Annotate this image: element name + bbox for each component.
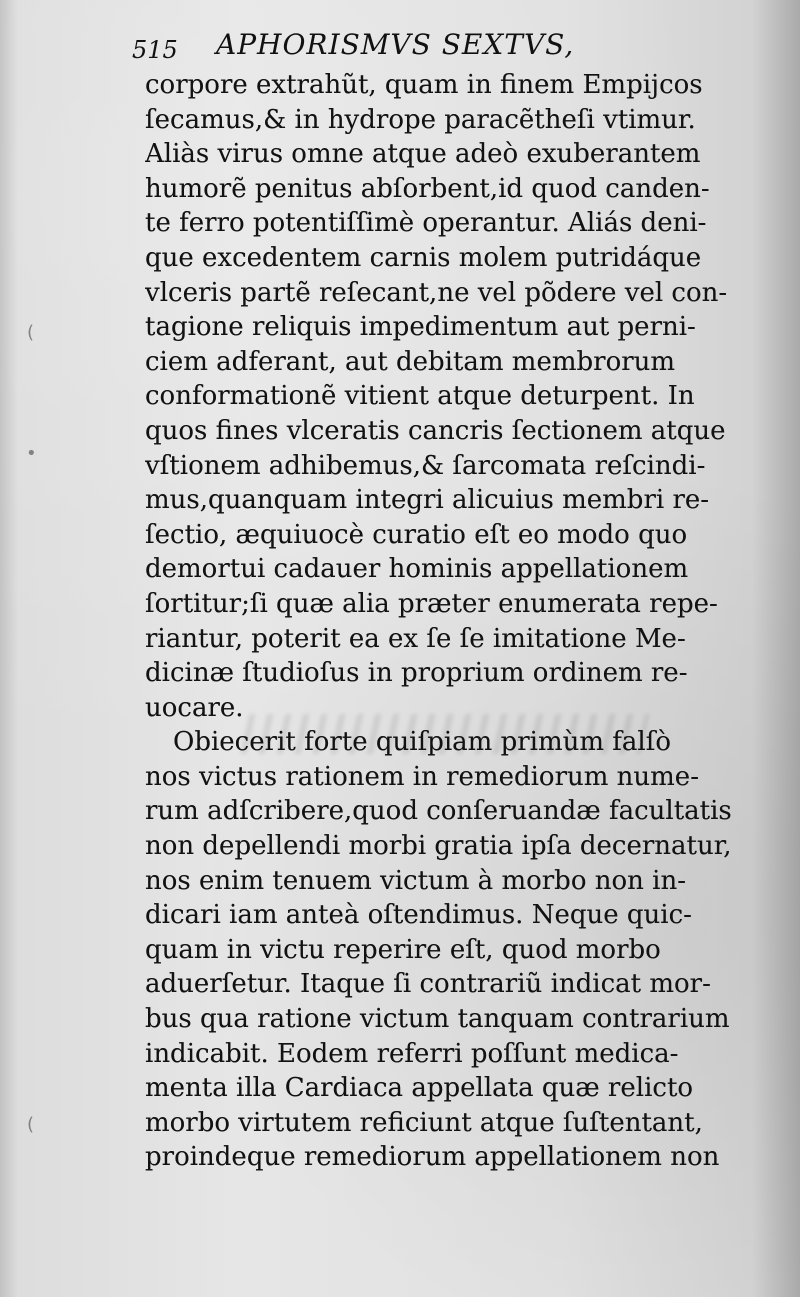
text-line: mus,quanquam integri alicuius membri re- (145, 485, 710, 516)
text-line: aduerſetur. Itaque ſi contrariũ indicat mor- (145, 969, 711, 1000)
text-line: nos enim tenuem victum à morbo non in- (145, 865, 686, 896)
text-line: bus qua ratione victum tanquam contrarium (145, 1004, 730, 1035)
text-line: demortui cadauer hominis appellationem (145, 554, 689, 585)
right-page-shadow (752, 0, 800, 1297)
text-line: dicinæ ſtudioſus in proprium ordinem re- (145, 658, 688, 689)
text-line: vlceris partẽ reſecant,ne vel põdere vel con- (145, 277, 728, 308)
text-line: humorẽ penitus abſorbent,id quod canden- (145, 173, 710, 204)
text-line: tagione reliquis impedimentum aut perni- (145, 312, 696, 343)
margin-bracket-mark: ( (27, 322, 35, 343)
text-line: Aliàs virus omne atque adeò exuberantem (145, 139, 701, 170)
margin-bracket-mark: ( (27, 1114, 35, 1135)
body-text (145, 68, 735, 1175)
text-line: corpore extrahũt, quam in finem Empijcos (145, 70, 703, 100)
page-header (128, 20, 688, 72)
text-line: rum adſcribere,quod conſeruandæ facultatis (145, 796, 732, 827)
text-line: menta illa Cardiaca appellata quæ relicto (145, 1073, 694, 1104)
margin-dot-mark: • (26, 443, 37, 464)
text-line: quos fines vlceratis cancris ſectionem atque (145, 415, 726, 446)
text-line: ſortitur;ſi quæ alia præter enumerata repe- (145, 588, 718, 619)
text-line: vſtionem adhibemus,& ſarcomata reſcindi- (145, 450, 706, 481)
text-line: riantur, poterit ea ex ſe ſe imitatione Me- (145, 623, 686, 654)
text-line: ſecamus,& in hydrope paracẽtheſi vtimur. (145, 104, 696, 135)
text-line: ſectio, æquiuocè curatio eſt eo modo quo (145, 519, 688, 550)
page-number: 515 (132, 36, 178, 64)
running-title: APHORISMVS SEXTVS, (216, 28, 575, 61)
text-line: non depellendi morbi gratia ipſa decernatur, (145, 831, 732, 862)
text-line: ciem adferant, aut debitam membrorum (145, 346, 676, 377)
text-line: nos victus rationem in remediorum nume- (145, 761, 699, 792)
text-line: proindeque remediorum appellationem non (145, 1142, 720, 1173)
text-line: uocare. (145, 692, 244, 723)
text-line: Obiecerit forte quiſpiam primùm falſò (173, 727, 671, 758)
text-line: que excedentem carnis molem putridáque (145, 242, 702, 273)
text-line: dicari iam anteà oſtendimus. Neque quic- (145, 900, 692, 931)
text-line: quam in victu reperire eſt, quod morbo (145, 934, 661, 965)
text-line: te ferro potentiſſimè operantur. Aliás deni- (145, 208, 707, 239)
text-line: conformationẽ vitient atque deturpent. In (145, 381, 695, 412)
text-line: indicabit. Eodem referri poſſunt medica- (145, 1038, 679, 1069)
text-line: morbo virtutem reficiunt atque ſuſtentant, (145, 1107, 703, 1138)
left-page-shadow (0, 0, 18, 1297)
